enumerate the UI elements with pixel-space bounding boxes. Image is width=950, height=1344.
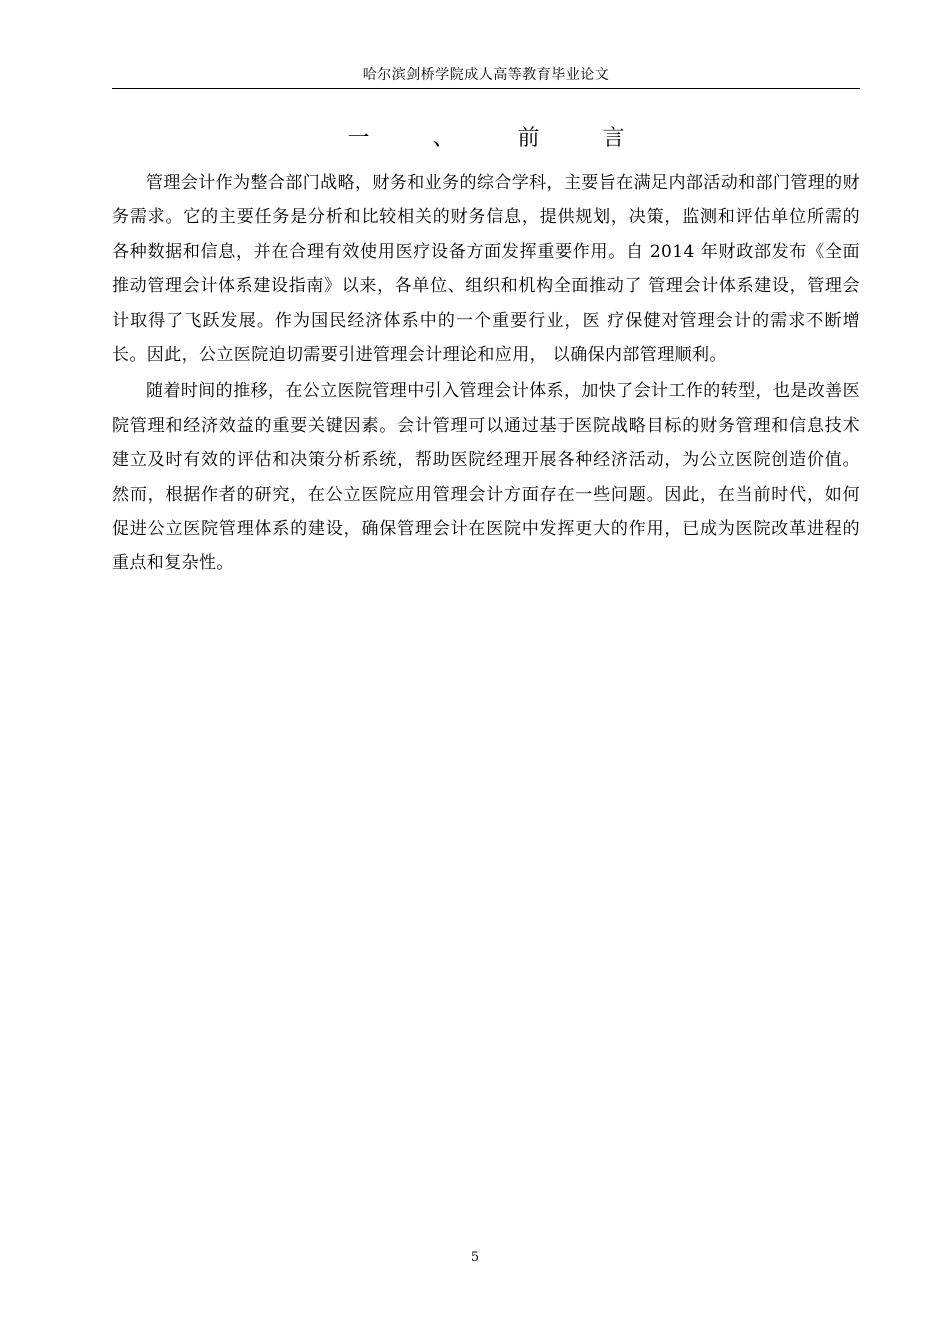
paragraph-1: 管理会计作为整合部门战略，财务和业务的综合学科，主要旨在满足内部活动和部门管理的财务需求。它的主要任务是分析和比较相关的财务信息，提供规划，决策，监测和评估单位所需的各种数据和信息，并在合理有效使用医疗设备方面发挥重要作用。自 2014 年财政部发布《全面推动管理会计体系建设指南》以来，各单位、组织和机构全面推动了 管理会计体系建设，管理会计取得了飞跃发展。作为国民经济体系中的一个重要行业，医 疗保健对管理会计的需求不断增长。因此，公立医院迫切需要引进管理会计理论和应用， 以确保内部管理顺利。 (112, 173, 860, 366)
paragraph-2: 随着时间的推移，在公立医院管理中引入管理会计体系，加快了会计工作的转型，也是改善医院管理和经济效益的重要关键因素。会计管理可以通过基于医院战略目标的财务管理和信息技术建立及时有效的评估和决策分析系统，帮助医院经理开展各种经济活动，为公立医院创造价值。然而，根据作者的研究，在公立医院应用管理会计方面存在一些问题。因此，在当前时代，如何促进公立医院管理体系的建设，确保管理会计在医院中发挥更大的作用，已成为医院改革进程的重点和复杂性。 (112, 381, 860, 574)
page-number: 5 (470, 1250, 480, 1265)
section-title: 一 、 前 言 (347, 126, 643, 151)
header-rule (112, 88, 860, 89)
running-header: 哈尔滨剑桥学院成人高等教育毕业论文 (362, 67, 610, 83)
body-text (112, 166, 860, 583)
